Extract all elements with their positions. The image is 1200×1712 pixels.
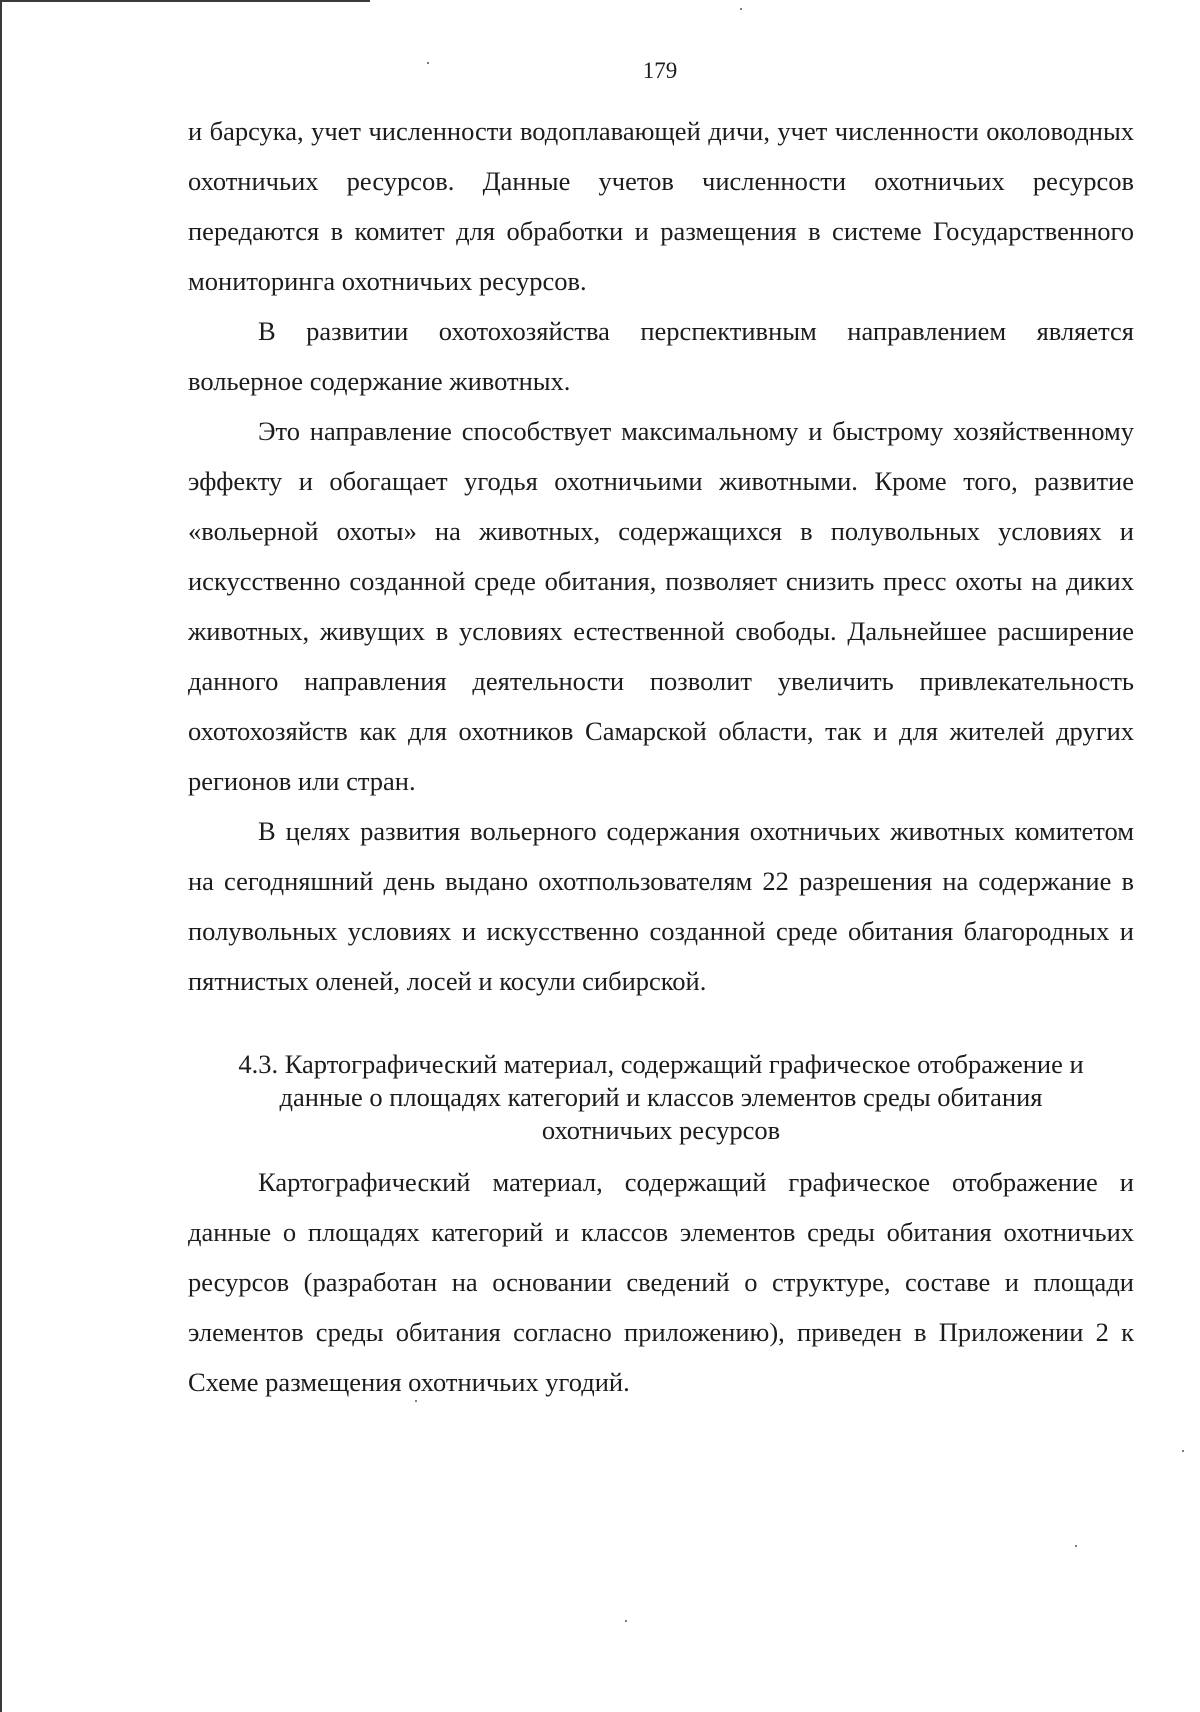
section-heading (188, 1048, 1134, 1147)
scan-speck (1075, 1545, 1077, 1547)
scan-edge-top (0, 0, 370, 2)
paragraph-1: и барсука, учет численности водоплавающей дичи, учет численности околоводных охотничьих ресурсов. Данные учетов численности охотничьих ресурсов передаются в комитет для обработки и размещения в системе Государственного мониторинга охотничьих ресурсов. (188, 116, 1134, 296)
scan-speck (740, 8, 742, 10)
scan-speck (427, 62, 429, 64)
section-paragraph: Картографический материал, содержащий графическое отображение и данные о площадях категорий и классов элементов среды обитания охотничьих ресурсов (разработан на основании сведений о структуре, составе и площади элементов среды обитания согласно приложению), приведен в Приложении 2 к Схеме размещения охотничьих угодий. (188, 1167, 1134, 1397)
scan-speck (625, 1620, 627, 1622)
section-heading-line-3: охотничьих ресурсов (541, 1115, 781, 1145)
paragraph-2: В развитии охотохозяйства перспективным направлением является вольерное содержание животных. (188, 316, 1134, 396)
scan-speck (415, 1400, 417, 1402)
scan-speck (1182, 1450, 1184, 1452)
section-heading-line-1: 4.3. Картографический материал, содержащий графическое отображение и (238, 1049, 1084, 1079)
page-number: 179 (642, 58, 678, 83)
document-body (188, 106, 1134, 1407)
paragraph-3: Это направление способствует максимальному и быстрому хозяйственному эффекту и обогащает угодья охотничьими животными. Кроме того, развитие «вольерной охоты» на животных, содержащихся в полувольных условиях и искусственно созданной среде обитания, позволяет снизить пресс охоты на диких животных, живущих в условиях естественной свободы. Дальнейшее расширение данного направления деятельности позволит увеличить привлекательность охотохозяйств как для охотников Самарской области, так и для жителей других регионов или стран. (188, 416, 1134, 796)
paragraph-4: В целях развития вольерного содержания охотничьих животных комитетом на сегодняшний день выдано охотпользователям 22 разрешения на содержание в полувольных условиях и искусственно созданной среде обитания благородных и пятнистых оленей, лосей и косули сибирской. (188, 816, 1134, 996)
section-heading-line-2: данные о площадях категорий и классов элементов среды обитания (279, 1082, 1043, 1112)
scan-edge-left (0, 0, 2, 1712)
